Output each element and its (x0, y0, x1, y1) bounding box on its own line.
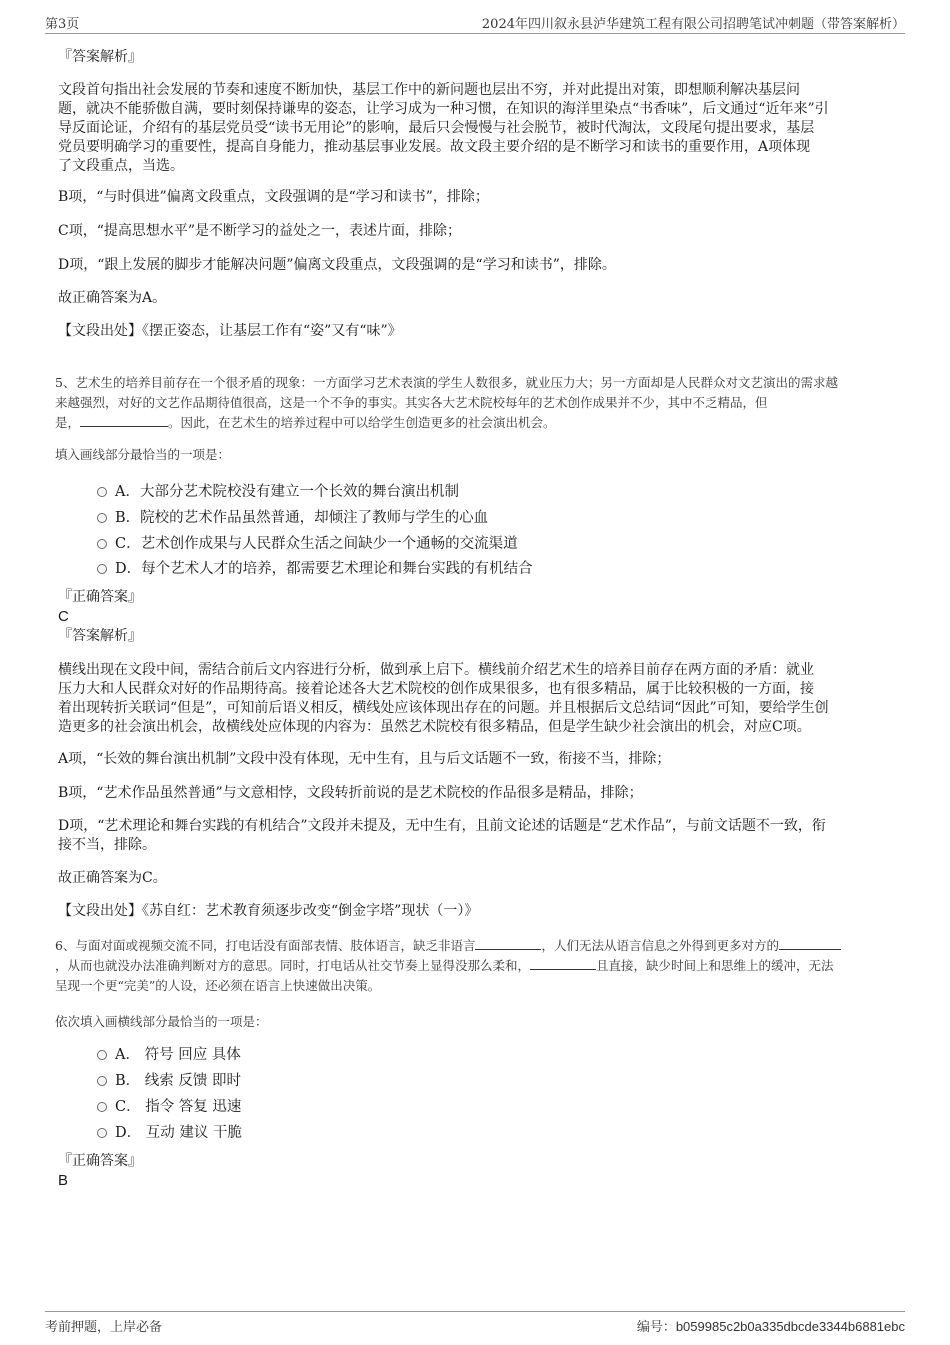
q6-option-c[interactable] (97, 1097, 241, 1117)
radio-icon[interactable] (97, 1050, 107, 1060)
document-title: 2024年四川叙永县泸华建筑工程有限公司招聘笔试冲刺题（带答案解析） (481, 17, 905, 32)
q6-option-b[interactable] (97, 1071, 241, 1091)
q5-analysis-line: 造更多的社会演出机会，故横线处应体现的内容为：虽然艺术院校有很多精品，但是学生缺少社会演出的机会，对应C项。 (58, 719, 811, 735)
q5-option-d-line: 接不当，排除。 (58, 837, 156, 853)
q5-option-d-line: D项，“艺术理论和舞台实践的有机结合”文段并未提及，无中生有，且前文论述的话题是“艺术作品”，与前文话题不一致，衔 (58, 818, 826, 834)
q4-analysis-label-block (58, 48, 882, 67)
q6-stem-line (55, 936, 900, 956)
radio-icon[interactable] (97, 1076, 107, 1086)
q4-analysis-line: 题，就决不能骄傲自满，要时刻保持谦卑的姿态，让学习成为一种习惯，在知识的海洋里染点“书香味”，后文通过“近年来”引 (58, 101, 829, 117)
q6-blank-2[interactable] (779, 937, 841, 950)
radio-icon[interactable] (97, 513, 107, 523)
footer-slogan: 考前押题，上岸必备 (45, 1320, 163, 1335)
q5-option-c-label: C．艺术创作成果与人民群众生活之间缺少一个通畅的交流渠道 (115, 536, 518, 552)
radio-icon[interactable] (97, 564, 107, 574)
q6-option-d-label: D． 互动 建议 干脆 (115, 1125, 242, 1141)
q5-answer-label: 『正确答案』 (58, 589, 142, 605)
q5-stem-line (55, 413, 900, 433)
q5-stem-post: 。因此，在艺术生的培养过程中可以给学生创造更多的社会演出机会。 (168, 415, 556, 430)
radio-icon[interactable] (97, 1128, 107, 1138)
q6-answer-label: 『正确答案』 (58, 1153, 142, 1169)
q6-blank-3[interactable] (530, 957, 596, 970)
q5-option-d-note (58, 817, 882, 855)
q4-analysis-line: 党员要明确学习的重要性，提高自身能力，推动基层事业发展。故文段主要介绍的是不断学习和读书的重要作用，A项体现 (58, 139, 811, 155)
q5-conclusion: 故正确答案为C。 (58, 870, 167, 886)
q5-option-b[interactable] (97, 508, 488, 528)
q5-analysis (58, 661, 882, 737)
q5-option-a[interactable] (97, 482, 459, 502)
q6-stem (55, 936, 900, 996)
radio-icon[interactable] (97, 1102, 107, 1112)
page-footer (45, 1311, 905, 1335)
q5-stem (55, 373, 900, 433)
q5-option-b-label: B．院校的艺术作品虽然普通，却倾注了教师与学生的心血 (115, 510, 489, 526)
q5-option-b-note: B项，“艺术作品虽然普通”与文意相悖，文段转折前说的是艺术院校的作品很多是精品，排除； (58, 785, 643, 801)
radio-icon[interactable] (97, 487, 107, 497)
q6-option-d[interactable] (97, 1123, 242, 1143)
q4-option-b-note: B项，“与时俱进”偏离文段重点，文段强调的是“学习和读书”，排除； (58, 189, 489, 205)
q4-analysis-line: 导反面论证，介绍有的基层党员受“读书无用论”的影响，最后只会慢慢与社会脱节，被时代淘汰，文段尾句提出要求，基层 (58, 120, 815, 136)
q6-option-b-label: B． 线索 反馈 即时 (115, 1073, 241, 1089)
q5-analysis-line: 横线出现在文段中间，需结合前后文内容进行分析，做到承上启下。横线前介绍艺术生的培养目前存在两方面的矛盾：就业 (58, 662, 814, 678)
q5-stem-line: 5、艺术生的培养目前存在一个很矛盾的现象：一方面学习艺术表演的学生人数很多，就业压力大；另一方面却是人民群众对文艺演出的需求越 (55, 375, 838, 390)
q6-blank-1[interactable] (475, 937, 541, 950)
q4-analysis (58, 81, 882, 176)
radio-icon[interactable] (97, 539, 107, 549)
q6-option-a-label: A． 符号 回应 具体 (115, 1047, 241, 1063)
q5-stem-pre: 是， (55, 415, 81, 430)
page-number: 第3页 (45, 17, 80, 32)
q6-stem-line (55, 956, 900, 976)
q5-answer: C (58, 608, 69, 625)
q4-option-c-note: C项，“提高思想水平”是不断学习的益处之一，表述片面，排除； (58, 223, 462, 239)
q4-conclusion: 故正确答案为A。 (58, 290, 167, 306)
q5-prompt: 填入画线部分最恰当的一项是： (55, 447, 231, 462)
q5-blank[interactable] (80, 414, 168, 427)
q6-stem-part: ，从而也就没办法准确判断对方的意思。同时，打电话从社交节奏上显得没那么柔和， (55, 958, 531, 973)
q6-option-c-label: C． 指令 答复 迅速 (115, 1099, 242, 1115)
q6-stem-line: 呈现一个更“完美”的人设，还必须在语言上快速做出决策。 (55, 978, 381, 993)
q4-analysis-label: 『答案解析』 (58, 49, 142, 65)
q6-stem-part: ，人们无法从语言信息之外得到更多对方的 (541, 938, 779, 953)
q6-answer: B (58, 1172, 69, 1189)
q5-analysis-label: 『答案解析』 (58, 628, 142, 644)
q6-stem-part: 6、与面对面或视频交流不同，打电话没有面部表情、肢体语言，缺乏非语言 (55, 938, 476, 953)
q5-source: 【文段出处】《苏自红：艺术教育须逐步改变“倒金字塔”现状（一）》 (58, 903, 479, 919)
q6-prompt: 依次填入画横线部分最恰当的一项是： (55, 1014, 268, 1029)
q5-option-d-label: D．每个艺术人才的培养，都需要艺术理论和舞台实践的有机结合 (115, 561, 533, 577)
page-header (45, 13, 905, 34)
q5-option-c[interactable] (97, 534, 518, 554)
q5-stem-line: 来越强烈，对好的文艺作品期待值很高，这是一个不争的事实。其实各大艺术院校每年的艺术创作成果并不少，其中不乏精品，但 (55, 395, 768, 410)
q5-analysis-line: 压力大和人民群众对好的作品期待高。接着论述各大艺术院校的创作成果很多，也有很多精品，属于比较积极的一方面，接 (58, 681, 814, 697)
q5-analysis-line: 着出现转折关联词“但是”，可知前后语义相反，横线处应该体现出存在的问题。并且根据后文总结词“因此”可知，要给学生创 (58, 700, 829, 716)
q4-option-d-note: D项，“跟上发展的脚步才能解决问题”偏离文段重点，文段强调的是“学习和读书”，排除。 (58, 257, 616, 273)
q4-analysis-line: 了文段重点，当选。 (58, 158, 184, 174)
q4-analysis-line: 文段首句指出社会发展的节奏和速度不断加快，基层工作中的新问题也层出不穷，并对此提出对策，即想顺利解决基层问 (58, 82, 800, 98)
q6-option-a[interactable] (97, 1045, 241, 1065)
document-id: 编号：b059985c2b0a335dbcde3344b6881ebc (636, 1319, 905, 1334)
q4-source: 【文段出处】《摆正姿态，让基层工作有“姿”又有“味”》 (58, 323, 402, 339)
q5-option-a-label: A．大部分艺术院校没有建立一个长效的舞台演出机制 (115, 484, 459, 500)
q6-stem-part: 且直接，缺少时间上和思维上的缓冲，无法 (596, 958, 834, 973)
q5-option-a-note: A项，“长效的舞台演出机制”文段中没有体现，无中生有，且与后文话题不一致，衔接不当，排除； (58, 751, 671, 767)
q5-option-d[interactable] (97, 559, 533, 579)
